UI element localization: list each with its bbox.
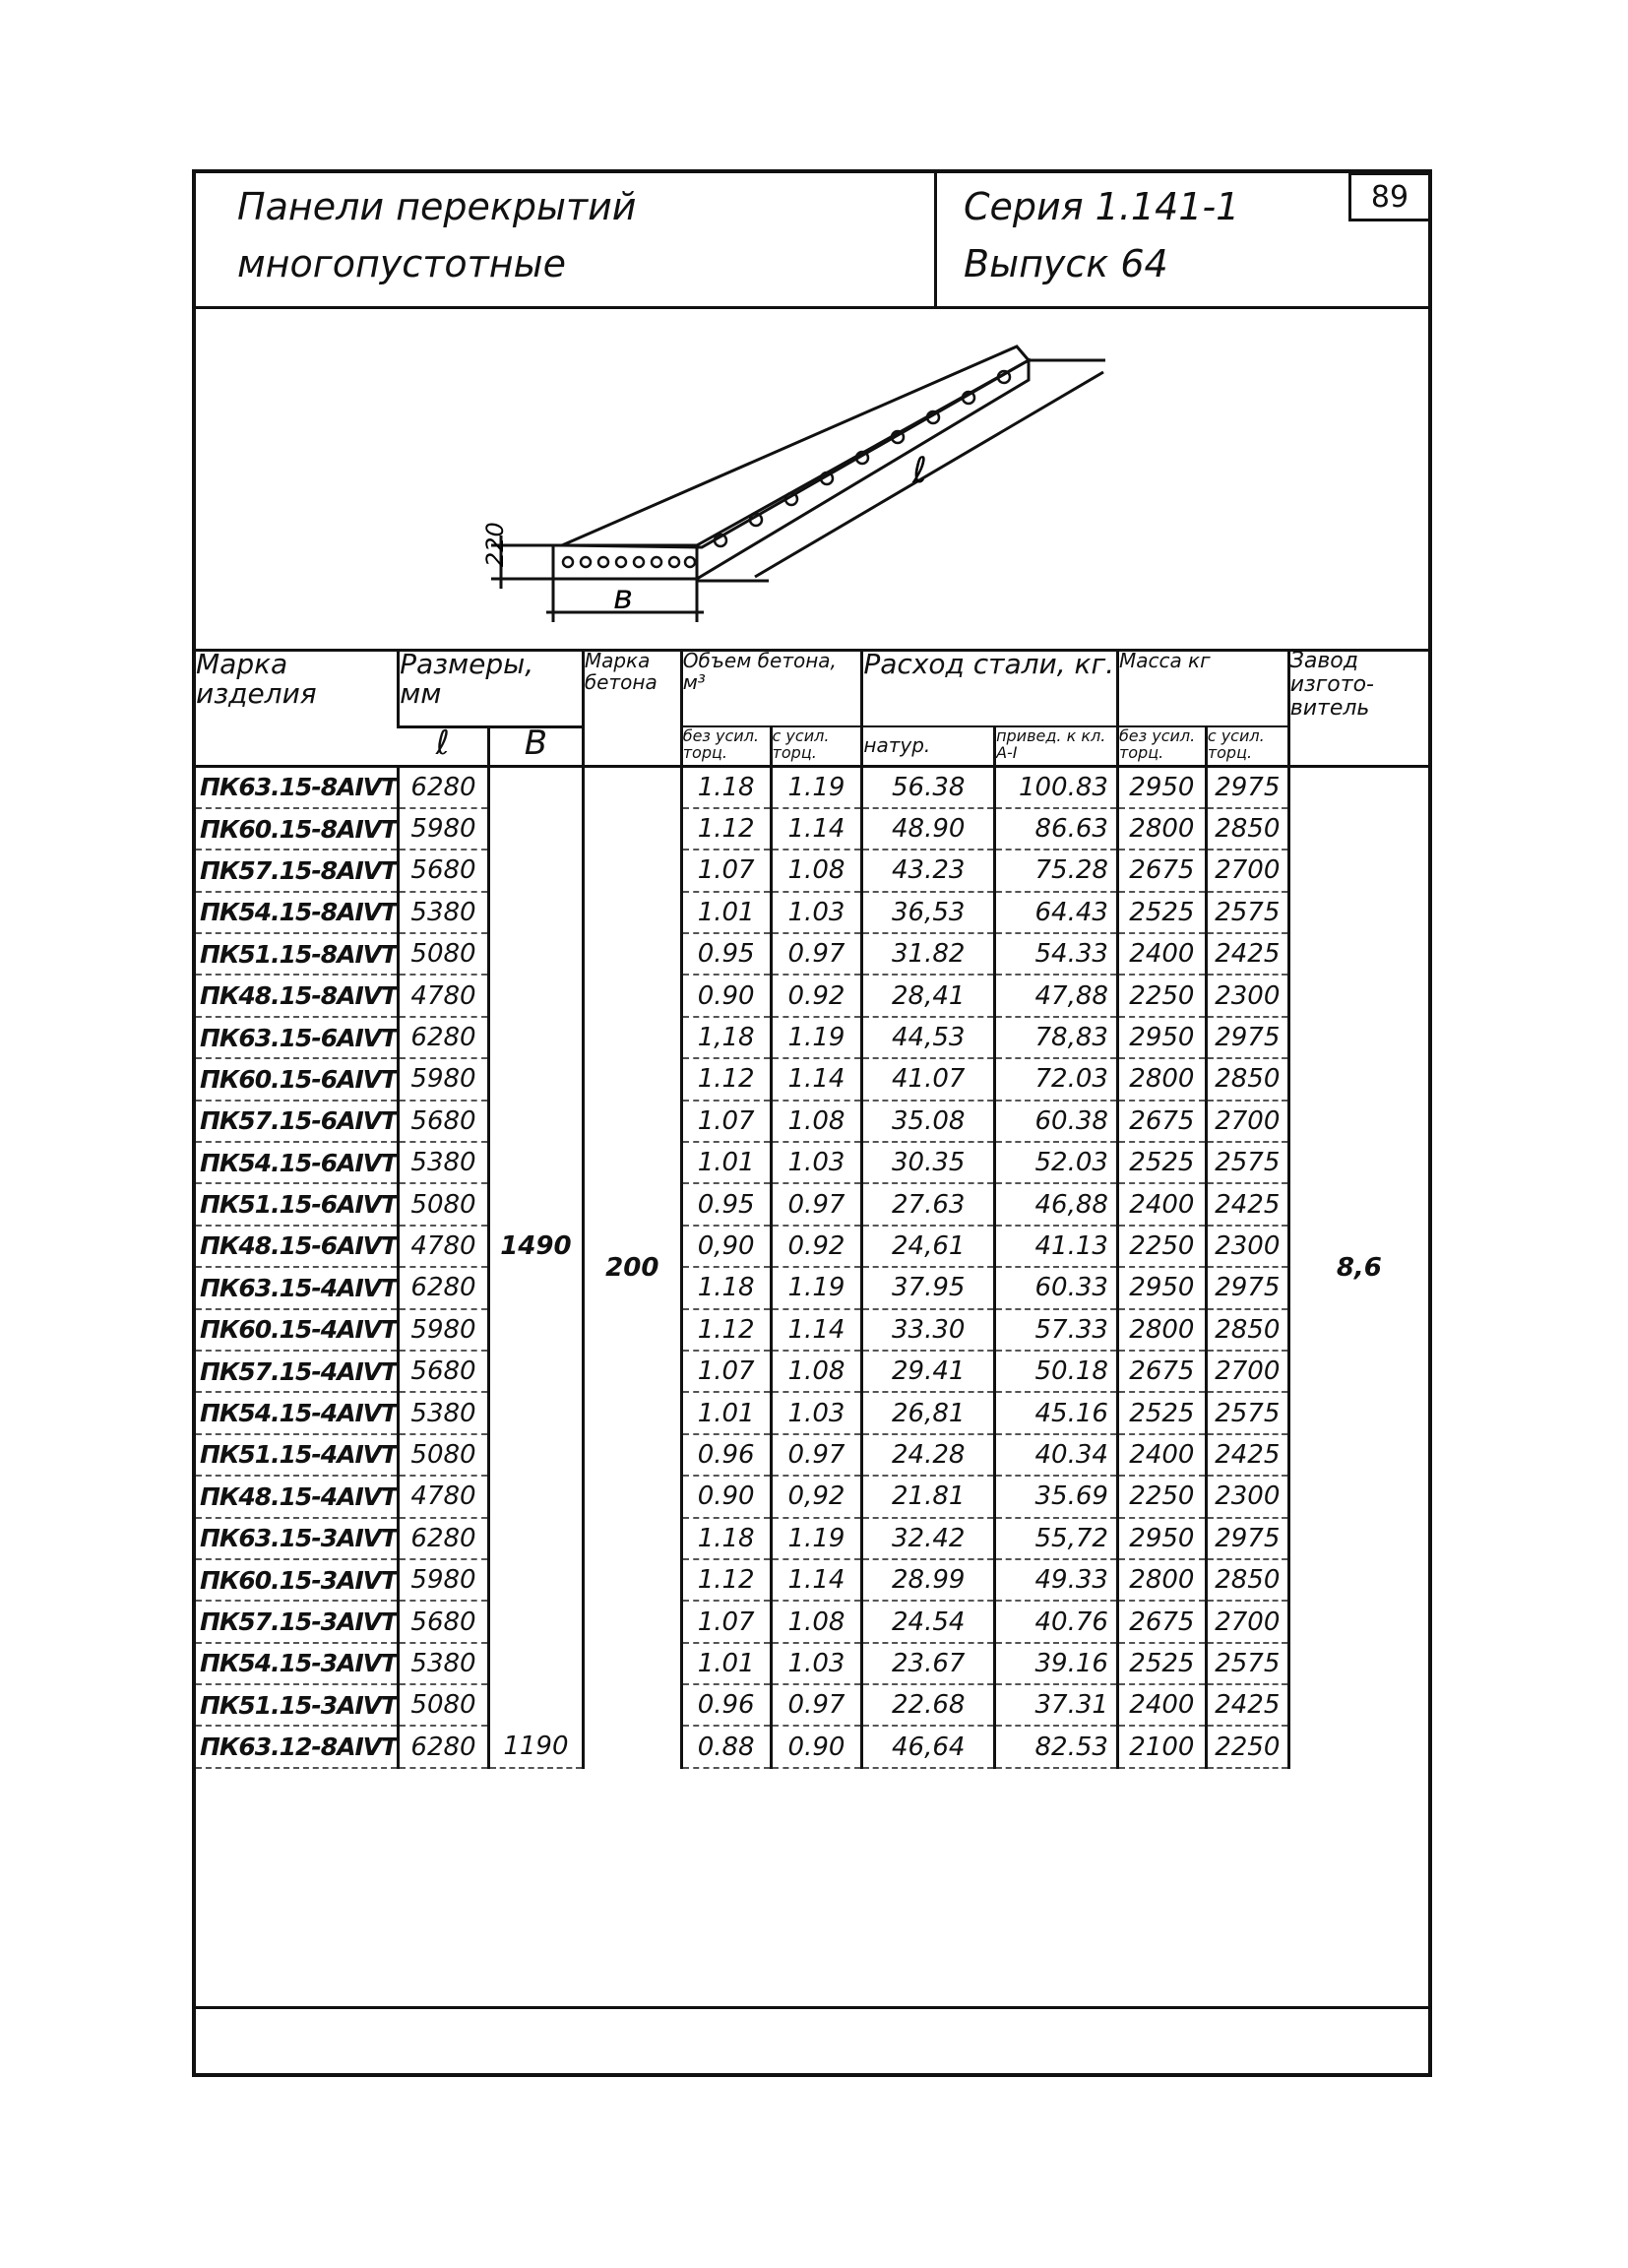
cell-volume-without: 1.18: [681, 1267, 771, 1308]
cell-mark: ПК51.15-6АⅣТ: [196, 1183, 399, 1225]
panel-side-face: [697, 360, 1029, 579]
col-mass-with-header: с усил. торц.: [1206, 726, 1288, 766]
cell-volume-without: 1.12: [681, 1559, 771, 1601]
cell-length: 6280: [399, 1267, 489, 1308]
cell-length: 5080: [399, 1684, 489, 1726]
cell-mass-with: 2700: [1206, 850, 1288, 891]
cell-volume-with: 1.08: [771, 850, 862, 891]
table-row: [196, 1309, 1428, 1351]
cell-steel-reduced: 78,83: [995, 1017, 1118, 1058]
cell-mass-with: 2300: [1206, 1226, 1288, 1267]
table-row: [196, 1392, 1428, 1433]
cell-volume-without: 1.18: [681, 1518, 771, 1559]
cell-volume-with: 0.97: [771, 1183, 862, 1225]
cell-steel-natural: 41.07: [862, 1058, 995, 1100]
cell-mark: ПК57.15-3АⅣТ: [196, 1601, 399, 1642]
cell-volume-with: 1.03: [771, 1392, 862, 1433]
cell-mass-without: 2525: [1117, 892, 1206, 933]
cell-volume-without: 1.01: [681, 1643, 771, 1684]
cell-volume-without: 0.90: [681, 1476, 771, 1517]
cell-length: 6280: [399, 766, 489, 808]
cell-mass-with: 2425: [1206, 1684, 1288, 1726]
cell-length: 5080: [399, 933, 489, 975]
cell-steel-reduced: 57.33: [995, 1309, 1118, 1351]
col-mark-header: Марка изделия: [196, 650, 399, 766]
cell-steel-natural: 23.67: [862, 1643, 995, 1684]
cell-volume-with: 1.14: [771, 808, 862, 850]
cell-length: 5380: [399, 1392, 489, 1433]
height-dimension-label: 220: [481, 522, 509, 567]
cell-volume-without: 0.88: [681, 1726, 771, 1767]
table-row: [196, 933, 1428, 975]
col-steel-header: Расход стали, кг.: [862, 650, 1118, 726]
cell-steel-reduced: 54.33: [995, 933, 1118, 975]
cell-length: 5980: [399, 1309, 489, 1351]
cell-length: 6280: [399, 1518, 489, 1559]
cell-mass-without: 2525: [1117, 1643, 1206, 1684]
cell-length: 5980: [399, 808, 489, 850]
cell-volume-with: 0.92: [771, 1226, 862, 1267]
cell-steel-reduced: 49.33: [995, 1559, 1118, 1601]
cell-volume-with: 0.97: [771, 1684, 862, 1726]
cell-mark: ПК54.15-8АⅣТ: [196, 892, 399, 933]
cell-volume-without: 0.96: [681, 1684, 771, 1726]
cell-mark: ПК51.15-8АⅣТ: [196, 933, 399, 975]
cell-mark: ПК54.15-3АⅣТ: [196, 1643, 399, 1684]
cell-mass-without: 2250: [1117, 975, 1206, 1016]
cell-volume-with: 1.03: [771, 1643, 862, 1684]
cell-mass-with: 2300: [1206, 1476, 1288, 1517]
cell-mass-with: 2975: [1206, 1267, 1288, 1308]
cell-steel-natural: 46,64: [862, 1726, 995, 1767]
document-sheet: [192, 169, 1432, 2077]
cell-mass-with: 2850: [1206, 1309, 1288, 1351]
cell-volume-without: 1,18: [681, 1017, 771, 1058]
cell-volume-with: 1.19: [771, 1017, 862, 1058]
cell-steel-reduced: 82.53: [995, 1726, 1118, 1767]
cell-mass-without: 2675: [1117, 850, 1206, 891]
cell-steel-natural: 44,53: [862, 1017, 995, 1058]
col-vol-without-header: без усил. торц.: [681, 726, 771, 766]
cell-length: 5080: [399, 1183, 489, 1225]
cell-mass-without: 2250: [1117, 1476, 1206, 1517]
cell-steel-reduced: 60.33: [995, 1267, 1118, 1308]
cell-length: 5380: [399, 1643, 489, 1684]
table-row: [196, 1351, 1428, 1392]
cell-steel-reduced: 39.16: [995, 1643, 1118, 1684]
cell-volume-with: 1.03: [771, 1142, 862, 1183]
cell-mass-with: 2575: [1206, 1142, 1288, 1183]
cell-mark: ПК48.15-4АⅣТ: [196, 1476, 399, 1517]
cell-volume-without: 1.01: [681, 892, 771, 933]
cell-mass-without: 2950: [1117, 766, 1206, 808]
cell-length: 5680: [399, 1601, 489, 1642]
cell-steel-reduced: 40.76: [995, 1601, 1118, 1642]
table-row: [196, 808, 1428, 850]
cell-steel-reduced: 40.34: [995, 1434, 1118, 1476]
cell-volume-without: 1.07: [681, 850, 771, 891]
col-steel-red-header: привед. к кл. А-I: [995, 726, 1118, 766]
specification-table: [196, 650, 1428, 1769]
cell-steel-reduced: 45.16: [995, 1392, 1118, 1433]
col-dims-header: Размеры, мм: [399, 650, 584, 726]
cell-volume-without: 1.01: [681, 1142, 771, 1183]
page-number: 89: [1348, 172, 1431, 221]
cell-volume-without: 1.07: [681, 1101, 771, 1142]
panel-top-face: [562, 346, 1029, 547]
cell-steel-reduced: 46,88: [995, 1183, 1118, 1225]
cell-mass-with: 2575: [1206, 1392, 1288, 1433]
col-volume-header: Объем бетона, м³: [681, 650, 862, 726]
cell-steel-reduced: 41.13: [995, 1226, 1118, 1267]
cell-mark: ПК54.15-4АⅣТ: [196, 1392, 399, 1433]
cell-steel-reduced: 86.63: [995, 808, 1118, 850]
cell-length: 5680: [399, 850, 489, 891]
cell-plant-merged: 8,6: [1288, 766, 1428, 1768]
cell-steel-reduced: 64.43: [995, 892, 1118, 933]
cell-steel-reduced: 52.03: [995, 1142, 1118, 1183]
cell-length: 6280: [399, 1017, 489, 1058]
cell-mass-without: 2400: [1117, 1434, 1206, 1476]
cell-volume-with: 1.08: [771, 1601, 862, 1642]
cell-mark: ПК60.15-3АⅣТ: [196, 1559, 399, 1601]
cell-mass-without: 2400: [1117, 1684, 1206, 1726]
cell-volume-without: 1.12: [681, 1058, 771, 1100]
cell-mass-with: 2975: [1206, 1017, 1288, 1058]
cell-volume-without: 1.01: [681, 1392, 771, 1433]
table-row: [196, 1017, 1428, 1058]
panel-drawing: [196, 309, 1428, 652]
col-concrete-header: Марка бетона: [583, 650, 681, 766]
cell-mark: ПК57.15-6АⅣТ: [196, 1101, 399, 1142]
table-row: [196, 1267, 1428, 1308]
cell-steel-natural: 22.68: [862, 1684, 995, 1726]
table-row: [196, 1559, 1428, 1601]
cell-mass-without: 2525: [1117, 1142, 1206, 1183]
cell-steel-natural: 56.38: [862, 766, 995, 808]
cell-steel-reduced: 72.03: [995, 1058, 1118, 1100]
cell-mass-without: 2400: [1117, 933, 1206, 975]
cell-volume-with: 0.97: [771, 1434, 862, 1476]
cell-mark: ПК60.15-4АⅣТ: [196, 1309, 399, 1351]
cell-volume-with: 1.14: [771, 1058, 862, 1100]
cell-width-merged: 1490: [488, 766, 583, 1726]
cell-length: 5980: [399, 1058, 489, 1100]
title-divider: [934, 173, 937, 306]
cell-volume-without: 0.96: [681, 1434, 771, 1476]
cell-volume-without: 1.12: [681, 808, 771, 850]
cell-length: 4780: [399, 975, 489, 1016]
cell-volume-with: 1.19: [771, 766, 862, 808]
cell-mass-with: 2850: [1206, 808, 1288, 850]
panel-isometric-sketch: [196, 309, 1428, 649]
table-body: [196, 766, 1428, 1768]
issue-label: Выпуск 64: [964, 242, 1168, 285]
col-steel-nat-header: натур.: [862, 726, 995, 766]
cell-mass-without: 2800: [1117, 1058, 1206, 1100]
table-row: [196, 850, 1428, 891]
cell-volume-without: 0.95: [681, 933, 771, 975]
cell-steel-reduced: 100.83: [995, 766, 1118, 808]
cell-mark: ПК48.15-6АⅣТ: [196, 1226, 399, 1267]
cell-mass-with: 2850: [1206, 1559, 1288, 1601]
cell-length: 5680: [399, 1101, 489, 1142]
cell-mass-without: 2950: [1117, 1518, 1206, 1559]
cell-length: 5680: [399, 1351, 489, 1392]
cell-mass-with: 2700: [1206, 1351, 1288, 1392]
cell-steel-natural: 26,81: [862, 1392, 995, 1433]
table-row: [196, 1058, 1428, 1100]
cell-mass-without: 2675: [1117, 1601, 1206, 1642]
cell-steel-reduced: 35.69: [995, 1476, 1118, 1517]
cell-length: 4780: [399, 1226, 489, 1267]
cell-mark: ПК63.15-8АⅣТ: [196, 766, 399, 808]
cell-volume-with: 1.14: [771, 1309, 862, 1351]
cell-volume-with: 1.14: [771, 1559, 862, 1601]
cell-mark: ПК63.12-8АⅣТ: [196, 1726, 399, 1767]
cell-mass-with: 2575: [1206, 1643, 1288, 1684]
cell-steel-natural: 21.81: [862, 1476, 995, 1517]
cell-volume-with: 1.19: [771, 1518, 862, 1559]
cell-volume-without: 1.07: [681, 1351, 771, 1392]
cell-volume-with: 1.19: [771, 1267, 862, 1308]
cell-mass-with: 2425: [1206, 1183, 1288, 1225]
cell-steel-reduced: 50.18: [995, 1351, 1118, 1392]
cell-mass-without: 2950: [1117, 1267, 1206, 1308]
col-length-header: ℓ: [399, 726, 489, 766]
cell-steel-reduced: 47,88: [995, 975, 1118, 1016]
length-dimension-label: ℓ: [912, 451, 927, 491]
cell-steel-natural: 32.42: [862, 1518, 995, 1559]
cell-mark: ПК51.15-3АⅣТ: [196, 1684, 399, 1726]
col-plant-header: Завод изгото-витель: [1288, 650, 1428, 766]
title-block: [196, 173, 1428, 309]
table-row: [196, 975, 1428, 1016]
title-line-2: многопустотные: [237, 242, 566, 285]
cell-steel-natural: 48.90: [862, 808, 995, 850]
cell-mass-with: 2425: [1206, 1434, 1288, 1476]
cell-mass-without: 2800: [1117, 1309, 1206, 1351]
cell-steel-natural: 33.30: [862, 1309, 995, 1351]
cell-volume-without: 0.95: [681, 1183, 771, 1225]
cell-volume-without: 1.18: [681, 766, 771, 808]
cell-mass-with: 2975: [1206, 1518, 1288, 1559]
col-vol-with-header: с усил. торц.: [771, 726, 862, 766]
cell-steel-natural: 43.23: [862, 850, 995, 891]
table-row: [196, 1183, 1428, 1225]
cell-mass-without: 2400: [1117, 1183, 1206, 1225]
cell-mass-without: 2675: [1117, 1101, 1206, 1142]
cell-volume-with: 1.08: [771, 1351, 862, 1392]
cell-mass-with: 2975: [1206, 766, 1288, 808]
cell-steel-natural: 30.35: [862, 1142, 995, 1183]
cell-volume-without: 1.12: [681, 1309, 771, 1351]
cell-volume-without: 1.07: [681, 1601, 771, 1642]
table-row: [196, 1518, 1428, 1559]
cell-steel-natural: 24.54: [862, 1601, 995, 1642]
cell-mass-with: 2425: [1206, 933, 1288, 975]
series-label: Серия 1.141-1: [964, 185, 1240, 228]
cell-mark: ПК54.15-6АⅣТ: [196, 1142, 399, 1183]
cell-mass-with: 2250: [1206, 1726, 1288, 1767]
cell-steel-natural: 24.28: [862, 1434, 995, 1476]
cell-mass-without: 2100: [1117, 1726, 1206, 1767]
cell-concrete-merged: 200: [583, 766, 681, 1768]
cell-steel-reduced: 75.28: [995, 850, 1118, 891]
width-dimension-label: в: [613, 578, 634, 617]
cell-volume-with: 1.08: [771, 1101, 862, 1142]
cell-volume-without: 0,90: [681, 1226, 771, 1267]
cell-mass-without: 2800: [1117, 1559, 1206, 1601]
table-row: [196, 1226, 1428, 1267]
cell-steel-natural: 37.95: [862, 1267, 995, 1308]
table-row: [196, 1142, 1428, 1183]
table-row: [196, 1684, 1428, 1726]
cell-steel-natural: 28,41: [862, 975, 995, 1016]
cell-width: 1190: [488, 1726, 583, 1767]
cell-length: 4780: [399, 1476, 489, 1517]
cell-steel-natural: 35.08: [862, 1101, 995, 1142]
cell-mass-without: 2525: [1117, 1392, 1206, 1433]
table-row: [196, 1434, 1428, 1476]
cell-length: 5080: [399, 1434, 489, 1476]
cell-volume-without: 0.90: [681, 975, 771, 1016]
cell-steel-natural: 27.63: [862, 1183, 995, 1225]
cell-volume-with: 0.97: [771, 933, 862, 975]
cell-mark: ПК60.15-6АⅣТ: [196, 1058, 399, 1100]
col-width-header: В: [488, 726, 583, 766]
cell-volume-with: 1.03: [771, 892, 862, 933]
cell-steel-reduced: 37.31: [995, 1684, 1118, 1726]
cell-steel-natural: 29.41: [862, 1351, 995, 1392]
cell-steel-natural: 31.82: [862, 933, 995, 975]
cell-mass-without: 2950: [1117, 1017, 1206, 1058]
cell-mass-with: 2700: [1206, 1601, 1288, 1642]
cell-length: 5380: [399, 1142, 489, 1183]
cell-mass-without: 2675: [1117, 1351, 1206, 1392]
cell-mark: ПК51.15-4АⅣТ: [196, 1434, 399, 1476]
cell-mass-without: 2800: [1117, 808, 1206, 850]
cell-mark: ПК63.15-4АⅣТ: [196, 1267, 399, 1308]
cell-mark: ПК48.15-8АⅣТ: [196, 975, 399, 1016]
cell-mark: ПК60.15-8АⅣТ: [196, 808, 399, 850]
cell-mass-with: 2850: [1206, 1058, 1288, 1100]
cell-mass-without: 2250: [1117, 1226, 1206, 1267]
table-row: [196, 766, 1428, 808]
table-row: [196, 1726, 1428, 1767]
cell-volume-with: 0.90: [771, 1726, 862, 1767]
cell-mark: ПК57.15-8АⅣТ: [196, 850, 399, 891]
cell-steel-natural: 24,61: [862, 1226, 995, 1267]
cell-mass-with: 2575: [1206, 892, 1288, 933]
table-row: [196, 1476, 1428, 1517]
cell-mark: ПК57.15-4АⅣТ: [196, 1351, 399, 1392]
cell-mass-with: 2300: [1206, 975, 1288, 1016]
cell-steel-natural: 36,53: [862, 892, 995, 933]
cell-length: 5380: [399, 892, 489, 933]
cell-steel-natural: 28.99: [862, 1559, 995, 1601]
cell-mass-with: 2700: [1206, 1101, 1288, 1142]
cell-steel-reduced: 60.38: [995, 1101, 1118, 1142]
col-mass-without-header: без усил. торц.: [1117, 726, 1206, 766]
title-line-1: Панели перекрытий: [237, 185, 637, 228]
cell-volume-with: 0.92: [771, 975, 862, 1016]
cell-length: 6280: [399, 1726, 489, 1767]
cell-length: 5980: [399, 1559, 489, 1601]
col-mass-header: Масса кг: [1117, 650, 1288, 726]
cell-volume-with: 0,92: [771, 1476, 862, 1517]
table-row: [196, 1601, 1428, 1642]
cell-steel-reduced: 55,72: [995, 1518, 1118, 1559]
table-row: [196, 1643, 1428, 1684]
table-row: [196, 892, 1428, 933]
cell-mark: ПК63.15-6АⅣТ: [196, 1017, 399, 1058]
table-row: [196, 1101, 1428, 1142]
table-bottom-rule: [196, 2006, 1428, 2009]
cell-mark: ПК63.15-3АⅣТ: [196, 1518, 399, 1559]
